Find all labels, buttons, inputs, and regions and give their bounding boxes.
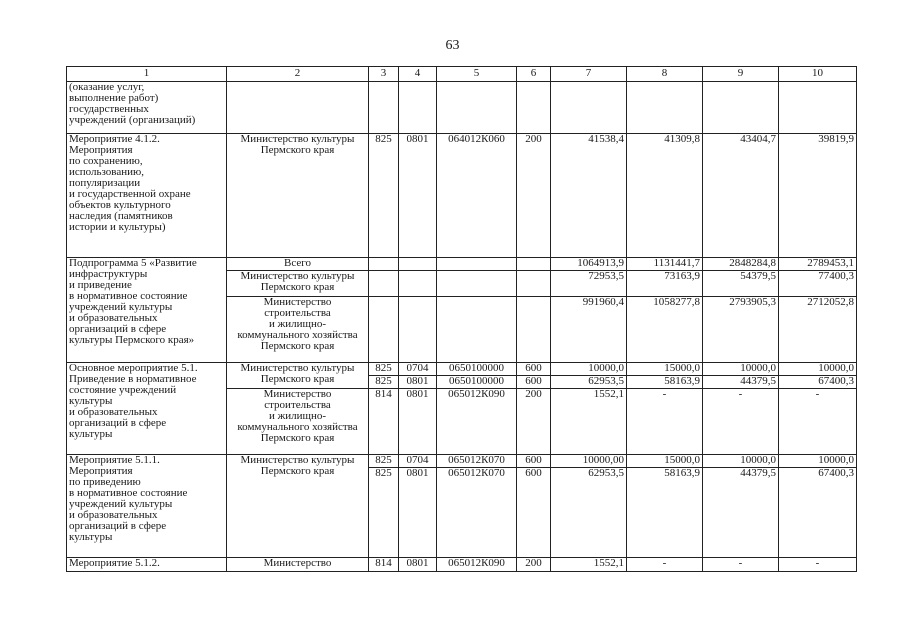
- table-row: [67, 258, 857, 271]
- header-cell: 1: [67, 67, 227, 82]
- amount-cell: 41538,4: [551, 134, 627, 258]
- cell: [437, 297, 517, 363]
- amount-cell: 54379,5: [703, 271, 779, 297]
- page-number: 63: [445, 38, 460, 53]
- executor-cell: Всего: [227, 258, 369, 271]
- header-row: [67, 67, 857, 82]
- program-name-cell: Основное мероприятие 5.1. Приведение в нормативное состояние учреждений культуры и образовательных организаций в сфере культуры: [67, 363, 227, 455]
- expense-type-cell: 200: [517, 558, 551, 572]
- target-article-cell: 064012К060: [437, 134, 517, 258]
- amount-cell: 62953,5: [551, 468, 627, 558]
- table-row: [67, 82, 857, 134]
- program-name-cell: (оказание услуг, выполнение работ) государственных учреждений (организаций): [67, 82, 227, 134]
- amount-cell: 44379,5: [703, 376, 779, 389]
- expense-type-cell: 600: [517, 376, 551, 389]
- cell: [399, 297, 437, 363]
- cell: [437, 271, 517, 297]
- expense-type-cell: 600: [517, 363, 551, 376]
- cell: [703, 82, 779, 134]
- header-cell: 4: [399, 67, 437, 82]
- header-cell: 8: [627, 67, 703, 82]
- expense-type-cell: 600: [517, 468, 551, 558]
- amount-cell: -: [779, 389, 857, 455]
- amount-cell: 44379,5: [703, 468, 779, 558]
- program-name-cell: Мероприятие 5.1.1. Мероприятия по приведению в нормативное состояние учреждений культуры и образовательных организаций в сфере культуры: [67, 455, 227, 558]
- target-article-cell: 0650100000: [437, 363, 517, 376]
- section-code-cell: 0801: [399, 558, 437, 572]
- cell: [369, 82, 399, 134]
- table-row: [67, 558, 857, 572]
- amount-cell: 58163,9: [627, 468, 703, 558]
- amount-cell: 1552,1: [551, 389, 627, 455]
- amount-cell: 58163,9: [627, 376, 703, 389]
- cell: [627, 82, 703, 134]
- amount-cell: 10000,0: [551, 363, 627, 376]
- cell: [517, 271, 551, 297]
- section-code-cell: 0704: [399, 363, 437, 376]
- program-name-cell: Мероприятие 4.1.2. Мероприятия по сохранению, использованию, популяризации и государственной охране объектов культурного наследия (памятников истории и культуры): [67, 134, 227, 258]
- header-cell: 10: [779, 67, 857, 82]
- amount-cell: -: [703, 558, 779, 572]
- amount-cell: 1552,1: [551, 558, 627, 572]
- cell: [399, 258, 437, 271]
- executor-cell: [227, 82, 369, 134]
- admin-code-cell: 825: [369, 363, 399, 376]
- amount-cell: 67400,3: [779, 376, 857, 389]
- header-cell: 6: [517, 67, 551, 82]
- target-article-cell: 065012К090: [437, 389, 517, 455]
- admin-code-cell: 814: [369, 389, 399, 455]
- cell: [437, 258, 517, 271]
- admin-code-cell: 825: [369, 455, 399, 468]
- cell: [369, 297, 399, 363]
- amount-cell: 41309,8: [627, 134, 703, 258]
- cell: [517, 297, 551, 363]
- cell: [369, 258, 399, 271]
- amount-cell: 77400,3: [779, 271, 857, 297]
- section-code-cell: 0801: [399, 389, 437, 455]
- amount-cell: -: [627, 558, 703, 572]
- executor-cell: Министерство культуры Пермского края: [227, 134, 369, 258]
- admin-code-cell: 825: [369, 134, 399, 258]
- amount-cell: 2712052,8: [779, 297, 857, 363]
- cell: [399, 271, 437, 297]
- cell: [517, 82, 551, 134]
- executor-cell: Министерство культуры Пермского края: [227, 363, 369, 389]
- header-cell: 7: [551, 67, 627, 82]
- amount-cell: 73163,9: [627, 271, 703, 297]
- amount-cell: 10000,0: [779, 455, 857, 468]
- amount-cell: 67400,3: [779, 468, 857, 558]
- amount-cell: 2848284,8: [703, 258, 779, 271]
- section-code-cell: 0801: [399, 468, 437, 558]
- target-article-cell: 065012К090: [437, 558, 517, 572]
- cell: [369, 271, 399, 297]
- program-name-cell: Подпрограмма 5 «Развитие инфраструктуры и приведение в нормативное состояние учреждений культуры и образовательных организаций в сфере культуры Пермского края»: [67, 258, 227, 363]
- executor-cell: Министерство строительства и жилищно- коммунального хозяйства Пермского края: [227, 297, 369, 363]
- amount-cell: 10000,0: [703, 363, 779, 376]
- executor-cell: Министерство культуры Пермского края: [227, 271, 369, 297]
- expense-type-cell: 200: [517, 389, 551, 455]
- amount-cell: 2789453,1: [779, 258, 857, 271]
- header-cell: 5: [437, 67, 517, 82]
- table-row: [67, 455, 857, 468]
- amount-cell: 62953,5: [551, 376, 627, 389]
- amount-cell: -: [779, 558, 857, 572]
- expense-type-cell: 200: [517, 134, 551, 258]
- cell: [437, 82, 517, 134]
- amount-cell: 1131441,7: [627, 258, 703, 271]
- cell: [779, 82, 857, 134]
- amount-cell: 39819,9: [779, 134, 857, 258]
- header-cell: 2: [227, 67, 369, 82]
- executor-cell: Министерство строительства и жилищно- коммунального хозяйства Пермского края: [227, 389, 369, 455]
- table-row: [67, 363, 857, 376]
- amount-cell: 72953,5: [551, 271, 627, 297]
- admin-code-cell: 814: [369, 558, 399, 572]
- program-name-cell: Мероприятие 5.1.2.: [67, 558, 227, 572]
- target-article-cell: 065012К070: [437, 455, 517, 468]
- amount-cell: 10000,0: [703, 455, 779, 468]
- executor-cell: Министерство: [227, 558, 369, 572]
- expense-type-cell: 600: [517, 455, 551, 468]
- amount-cell: -: [627, 389, 703, 455]
- target-article-cell: 065012К070: [437, 468, 517, 558]
- cell: [399, 82, 437, 134]
- header-cell: 9: [703, 67, 779, 82]
- amount-cell: 43404,7: [703, 134, 779, 258]
- header-cell: 3: [369, 67, 399, 82]
- section-code-cell: 0801: [399, 134, 437, 258]
- amount-cell: 2793905,3: [703, 297, 779, 363]
- table-row: [67, 134, 857, 258]
- amount-cell: 10000,00: [551, 455, 627, 468]
- section-code-cell: 0704: [399, 455, 437, 468]
- executor-cell: Министерство культуры Пермского края: [227, 455, 369, 558]
- section-code-cell: 0801: [399, 376, 437, 389]
- amount-cell: 991960,4: [551, 297, 627, 363]
- cell: [517, 258, 551, 271]
- amount-cell: 10000,0: [779, 363, 857, 376]
- amount-cell: -: [703, 389, 779, 455]
- target-article-cell: 0650100000: [437, 376, 517, 389]
- admin-code-cell: 825: [369, 376, 399, 389]
- cell: [551, 82, 627, 134]
- amount-cell: 1064913,9: [551, 258, 627, 271]
- admin-code-cell: 825: [369, 468, 399, 558]
- amount-cell: 15000,0: [627, 363, 703, 376]
- amount-cell: 15000,0: [627, 455, 703, 468]
- amount-cell: 1058277,8: [627, 297, 703, 363]
- budget-table: [66, 66, 857, 572]
